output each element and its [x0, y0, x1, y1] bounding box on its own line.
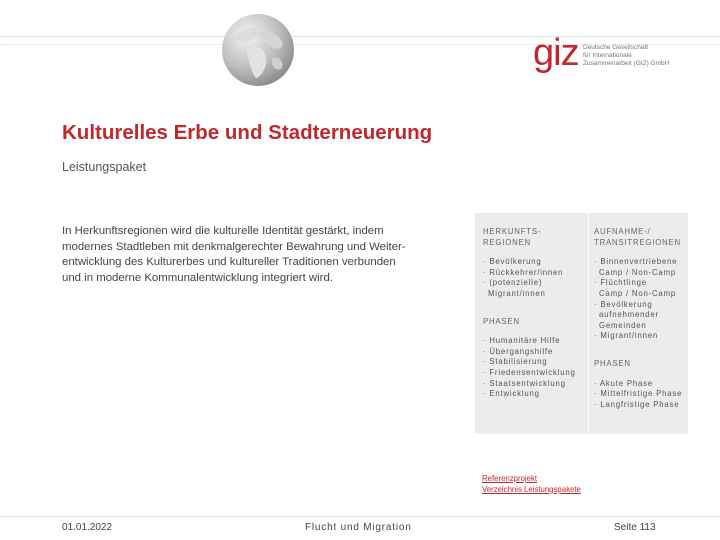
description-text — [62, 224, 438, 286]
footer-rule — [0, 516, 720, 517]
reference-project-link[interactable]: Referenzprojekt — [482, 474, 538, 483]
list-item: · Akute Phase — [594, 378, 653, 388]
list-item: · Friedensentwicklung — [483, 367, 576, 377]
footer-topic: Flucht und Migration — [305, 522, 412, 533]
list-item: · Humanitäre Hilfe — [483, 336, 561, 346]
list-item: · (potenzielle) — [483, 278, 543, 288]
footer-date: 01.01.2022 — [62, 522, 113, 533]
list-item: · Flüchtlinge — [594, 278, 647, 288]
logo-wordmark: giz — [533, 32, 579, 74]
host-heading: AUFNAHME-/ — [594, 227, 651, 236]
list-item: · Bevölkerung — [483, 257, 542, 267]
globe-icon — [220, 12, 296, 88]
logo-org-line: Deutsche Gesellschaft — [583, 44, 649, 51]
list-item: · Übergangshilfe — [483, 346, 554, 356]
host-heading: TRANSITREGIONEN — [594, 237, 681, 247]
host-target-list — [594, 257, 688, 342]
service-packages-index-link[interactable]: Verzeichnis Leistungspakete — [482, 484, 581, 494]
list-item: aufnehmender — [599, 310, 659, 320]
list-item: Gemeinden — [599, 320, 647, 330]
list-item: · Stabilisierung — [483, 357, 548, 367]
footer-page-number: Seite 113 — [614, 522, 656, 533]
slide-title: Kulturelles Erbe und Stadterneuerung — [62, 121, 433, 144]
origin-target-list — [483, 257, 583, 299]
list-item: Camp / Non-Camp — [599, 267, 676, 277]
slide-subtitle: Leistungspaket — [62, 160, 147, 174]
description-line: In Herkunftsregionen wird die kulturelle Identität gestärkt, indem — [62, 225, 384, 237]
list-item: · Binnenvertriebene — [594, 257, 678, 267]
list-item: · Mittelfristige Phase — [594, 389, 683, 399]
description-line: modernes Stadtleben mit denkmalgerechter Bewahrung und Weiter- — [62, 240, 406, 253]
origin-phases-list — [483, 336, 583, 400]
list-item: · Rückkehrer/innen — [483, 267, 564, 277]
list-item: · Entwicklung — [483, 389, 540, 399]
panel-column-origin — [483, 227, 583, 400]
panel-column-host — [594, 227, 688, 410]
logo-org-line: für Internationale — [583, 52, 632, 59]
host-phases-list — [594, 379, 688, 411]
list-item: Migrant/innen — [488, 288, 546, 298]
list-item: · Bevölkerung — [594, 299, 653, 309]
host-phases-heading: PHASEN — [594, 358, 631, 368]
panel-divider — [588, 213, 589, 434]
related-links — [482, 474, 581, 495]
origin-phases-heading: PHASEN — [483, 316, 520, 326]
giz-logo — [533, 32, 673, 74]
logo-org-line: Zusammenarbeit (GIZ) GmbH — [583, 60, 670, 67]
list-item: · Langfristige Phase — [594, 399, 680, 409]
list-item: · Migrant/innen — [594, 331, 659, 341]
list-item: · Staatsentwicklung — [483, 378, 566, 388]
logo-organization-name — [583, 44, 673, 68]
origin-heading: HERKUNFTS- — [483, 227, 542, 236]
description-line: entwicklung des Kulturerbes und kultureller Traditionen verbunden — [62, 256, 396, 269]
description-line: und in moderne Kommunalentwicklung integriert wird. — [62, 271, 333, 284]
origin-heading: REGIONEN — [483, 237, 531, 247]
list-item: Camp / Non-Camp — [599, 288, 676, 298]
info-panel — [475, 213, 688, 434]
header-rule — [0, 36, 720, 37]
